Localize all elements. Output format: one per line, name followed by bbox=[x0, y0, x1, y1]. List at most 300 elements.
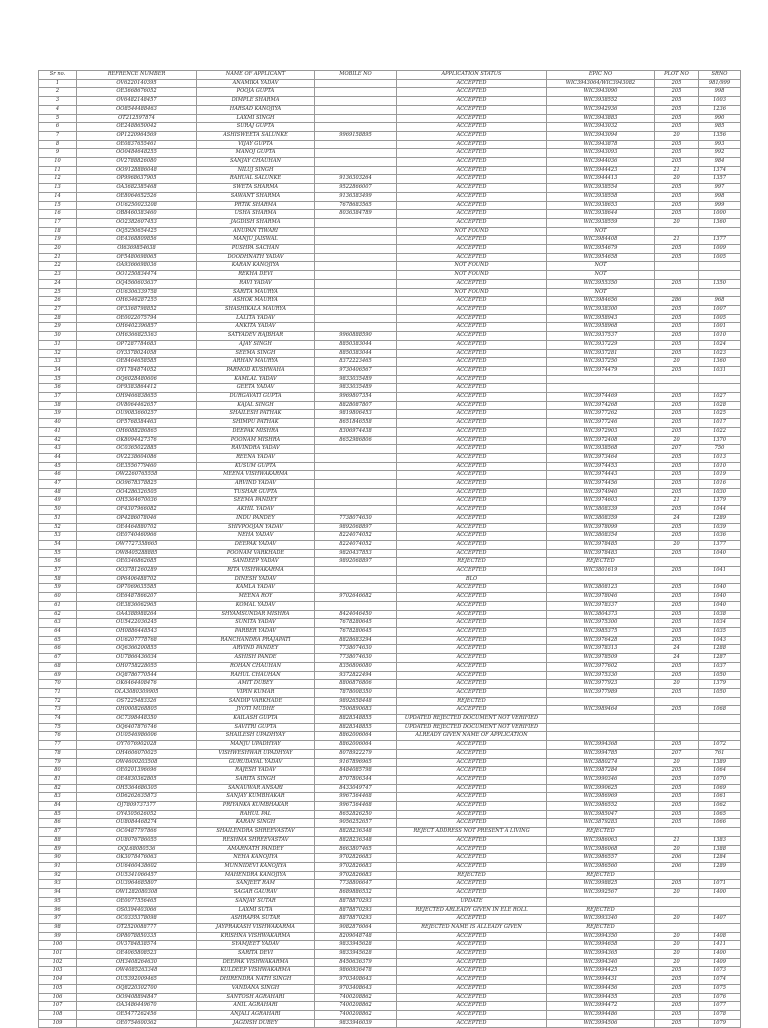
mobile-number-cell: 9892658448 bbox=[315, 697, 397, 706]
serial-number-cell: 11 bbox=[39, 166, 77, 175]
plot-number-cell: 205 bbox=[655, 610, 699, 619]
reference-number-cell: OE4368809856 bbox=[77, 236, 197, 245]
reference-number-cell: OH6088286865 bbox=[77, 427, 197, 436]
reference-number-cell: OS0394403066 bbox=[77, 906, 197, 915]
serial-number-cell: 8 bbox=[39, 140, 77, 149]
table-row bbox=[39, 314, 741, 323]
reference-number-cell: OF5480698065 bbox=[77, 253, 197, 262]
reference-number-cell: OF9383864412 bbox=[77, 384, 197, 393]
applicant-name-cell: DEEPAK MISHRA bbox=[197, 427, 315, 436]
serial-no-cell: 1356 bbox=[699, 131, 741, 140]
plot-number-cell: 20 bbox=[655, 358, 699, 367]
application-status-cell: ACCEPTED bbox=[397, 628, 547, 637]
serial-no-cell: 1034 bbox=[699, 619, 741, 628]
plot-number-cell: 205 bbox=[655, 253, 699, 262]
epic-number-cell: WIC3808123 bbox=[547, 584, 655, 593]
mobile-number-cell bbox=[315, 480, 397, 489]
mobile-number-cell bbox=[315, 236, 397, 245]
table-row bbox=[39, 889, 741, 898]
mobile-number-cell: 9136383499 bbox=[315, 192, 397, 201]
plot-number-cell: 205 bbox=[655, 340, 699, 349]
applicant-name-cell: SEEMA PANDEY bbox=[197, 497, 315, 506]
application-status-cell: ACCEPTED bbox=[397, 323, 547, 332]
applicant-name-cell: GEETA YADAV bbox=[197, 384, 315, 393]
application-status-cell: BLO bbox=[397, 575, 547, 584]
serial-no-cell: 1037 bbox=[699, 662, 741, 671]
epic-number-cell: WIC3974940 bbox=[547, 488, 655, 497]
serial-number-cell: 43 bbox=[39, 445, 77, 454]
epic-number-cell bbox=[547, 897, 655, 906]
table-row bbox=[39, 245, 741, 254]
reference-number-cell: OO9678378825 bbox=[77, 480, 197, 489]
application-status-cell: UPDATED REJECTED DOCUMENT NOT VERIFIED bbox=[397, 723, 547, 732]
mobile-number-cell: 8878870293 bbox=[315, 897, 397, 906]
plot-number-cell: 205 bbox=[655, 741, 699, 750]
application-status-cell: ACCEPTED bbox=[397, 393, 547, 402]
applicant-name-cell: SARITA SINGH bbox=[197, 775, 315, 784]
table-row bbox=[39, 393, 741, 402]
applicant-name-cell: SARITA MAURYA bbox=[197, 288, 315, 297]
mobile-number-cell: 9820437853 bbox=[315, 549, 397, 558]
table-row bbox=[39, 654, 741, 663]
table-row bbox=[39, 323, 741, 332]
plot-number-cell: 207 bbox=[655, 749, 699, 758]
table-header-row bbox=[39, 71, 741, 80]
reference-number-cell: OP4286078046 bbox=[77, 514, 197, 523]
application-status-cell: ACCEPTED bbox=[397, 419, 547, 428]
reference-number-cell: OE8464658585 bbox=[77, 358, 197, 367]
application-status-cell: ACCEPTED bbox=[397, 158, 547, 167]
serial-no-cell bbox=[699, 575, 741, 584]
plot-number-cell bbox=[655, 575, 699, 584]
serial-no-cell: 1400 bbox=[699, 950, 741, 959]
application-status-cell: UPDATE bbox=[397, 897, 547, 906]
applicant-name-cell: SANJAY KUMBHAKAR bbox=[197, 793, 315, 802]
plot-number-cell: 205 bbox=[655, 114, 699, 123]
plot-number-cell: 205 bbox=[655, 784, 699, 793]
application-status-cell: ACCEPTED bbox=[397, 210, 547, 219]
reference-number-cell: OE3668676052 bbox=[77, 88, 197, 97]
plot-number-cell: 205 bbox=[655, 427, 699, 436]
application-status-cell: ACCEPTED bbox=[397, 427, 547, 436]
reference-number-cell: OV6482148457 bbox=[77, 97, 197, 106]
reference-number-cell: OC0487797866 bbox=[77, 828, 197, 837]
reference-number-cell: OP8078850335 bbox=[77, 932, 197, 941]
epic-number-cell: WIC3986068 bbox=[547, 845, 655, 854]
epic-number-cell: WIC3993340 bbox=[547, 915, 655, 924]
reference-number-cell: OU5392009465 bbox=[77, 976, 197, 985]
epic-number-cell: WIC3801619 bbox=[547, 567, 655, 576]
serial-number-cell: 25 bbox=[39, 288, 77, 297]
table-row bbox=[39, 749, 741, 758]
applicant-name-cell: MANJU UPADHYAY bbox=[197, 741, 315, 750]
reference-number-cell: OY4305626052 bbox=[77, 810, 197, 819]
table-row bbox=[39, 628, 741, 637]
plot-number-cell: 24 bbox=[655, 514, 699, 523]
epic-number-cell bbox=[547, 697, 655, 706]
serial-number-cell: 12 bbox=[39, 175, 77, 184]
application-status-cell: ACCEPTED bbox=[397, 366, 547, 375]
plot-number-cell bbox=[655, 871, 699, 880]
epic-number-cell: WIC3879283 bbox=[547, 819, 655, 828]
application-status-cell: ACCEPTED bbox=[397, 1010, 547, 1019]
table-row bbox=[39, 497, 741, 506]
plot-number-cell: 205 bbox=[655, 628, 699, 637]
epic-number-cell: WIC3974479 bbox=[547, 366, 655, 375]
plot-number-cell: 20 bbox=[655, 175, 699, 184]
epic-number-cell: WIC3978046 bbox=[547, 593, 655, 602]
application-status-cell: ACCEPTED bbox=[397, 793, 547, 802]
reference-number-cell: OH3408264630 bbox=[77, 958, 197, 967]
plot-number-cell: 205 bbox=[655, 488, 699, 497]
applicant-name-cell: SAGAR GAURAV bbox=[197, 889, 315, 898]
plot-number-cell: 205 bbox=[655, 506, 699, 515]
serial-no-cell: 1377 bbox=[699, 236, 741, 245]
reference-number-cell: OLA3080309905 bbox=[77, 688, 197, 697]
reference-number-cell: OC7398448350 bbox=[77, 715, 197, 724]
epic-number-cell: WIC3974603 bbox=[547, 497, 655, 506]
reference-number-cell: OY7076902028 bbox=[77, 741, 197, 750]
serial-number-cell: 3 bbox=[39, 97, 77, 106]
mobile-number-cell: 9969158895 bbox=[315, 131, 397, 140]
application-status-cell: ACCEPTED bbox=[397, 680, 547, 689]
table-row bbox=[39, 523, 741, 532]
epic-number-cell bbox=[547, 575, 655, 584]
plot-number-cell bbox=[655, 262, 699, 271]
plot-number-cell: 205 bbox=[655, 523, 699, 532]
plot-number-cell: 205 bbox=[655, 105, 699, 114]
serial-no-cell bbox=[699, 715, 741, 724]
reference-number-cell: OO1250834474 bbox=[77, 271, 197, 280]
table-row bbox=[39, 166, 741, 175]
epic-number-cell: WIC3978485 bbox=[547, 540, 655, 549]
applicant-name-cell: MANOJ GUPTA bbox=[197, 149, 315, 158]
applicant-name-cell: RANCHANDRA PRAJAPATI bbox=[197, 636, 315, 645]
applicant-name-cell: ANKITA YADAV bbox=[197, 323, 315, 332]
mobile-number-cell: 9702646682 bbox=[315, 593, 397, 602]
reference-number-cell: OE8064652526 bbox=[77, 192, 197, 201]
serial-number-cell: 28 bbox=[39, 314, 77, 323]
applicant-name-cell: KRISHNA VISHWAKARMA bbox=[197, 932, 315, 941]
applicant-name-cell: MEENA ROY bbox=[197, 593, 315, 602]
reference-number-cell: OY3378024058 bbox=[77, 349, 197, 358]
epic-number-cell: WIC3986557 bbox=[547, 854, 655, 863]
table-row bbox=[39, 332, 741, 341]
plot-number-cell bbox=[655, 828, 699, 837]
reference-number-cell: OO9128886048 bbox=[77, 166, 197, 175]
serial-number-cell: 10 bbox=[39, 158, 77, 167]
serial-number-cell: 37 bbox=[39, 393, 77, 402]
plot-number-cell: 205 bbox=[655, 671, 699, 680]
application-status-cell: ACCEPTED bbox=[397, 984, 547, 993]
epic-number-cell: WIC3984408 bbox=[547, 236, 655, 245]
plot-number-cell: 205 bbox=[655, 245, 699, 254]
epic-number-cell: WIC3958943 bbox=[547, 314, 655, 323]
reference-number-cell: OH4606070025 bbox=[77, 749, 197, 758]
mobile-number-cell: 9833945628 bbox=[315, 950, 397, 959]
table-row bbox=[39, 1002, 741, 1011]
epic-number-cell bbox=[547, 732, 655, 741]
table-row bbox=[39, 471, 741, 480]
table-row bbox=[39, 784, 741, 793]
serial-no-cell bbox=[699, 828, 741, 837]
plot-number-cell: 205 bbox=[655, 419, 699, 428]
mobile-number-cell: 8828236348 bbox=[315, 828, 397, 837]
plot-number-cell: 205 bbox=[655, 775, 699, 784]
reference-number-cell: OE0346862685 bbox=[77, 558, 197, 567]
serial-number-cell: 89 bbox=[39, 845, 77, 854]
serial-no-cell: 1065 bbox=[699, 810, 741, 819]
epic-number-cell: WIC3937250 bbox=[547, 358, 655, 367]
epic-number-cell: WIC3998825 bbox=[547, 880, 655, 889]
table-row bbox=[39, 210, 741, 219]
application-status-cell: ACCEPTED bbox=[397, 79, 547, 88]
application-status-cell: ACCEPTED bbox=[397, 645, 547, 654]
serial-no-cell: 993 bbox=[699, 140, 741, 149]
serial-number-cell: 74 bbox=[39, 715, 77, 724]
epic-number-cell: WIC3943094 bbox=[547, 131, 655, 140]
epic-number-cell: WIC3977989 bbox=[547, 688, 655, 697]
applicant-name-cell: KARAN KANOJIYA bbox=[197, 262, 315, 271]
mobile-number-cell bbox=[315, 305, 397, 314]
reference-number-cell: OQ6407876746 bbox=[77, 723, 197, 732]
epic-number-cell: WIC3994658 bbox=[547, 941, 655, 950]
mobile-number-cell: 9969807354 bbox=[315, 393, 397, 402]
epic-number-cell: WIC3986969 bbox=[547, 793, 655, 802]
application-status-cell: ACCEPTED bbox=[397, 279, 547, 288]
mobile-number-cell bbox=[315, 158, 397, 167]
applicant-name-cell: ANIL AGRAHARI bbox=[197, 1002, 315, 1011]
serial-number-cell: 50 bbox=[39, 506, 77, 515]
applicant-name-cell: KULDEEP VISHWAKARMA bbox=[197, 967, 315, 976]
mobile-number-cell: 9860936478 bbox=[315, 967, 397, 976]
reference-number-cell: OW8405288885 bbox=[77, 549, 197, 558]
serial-number-cell: 26 bbox=[39, 297, 77, 306]
plot-number-cell bbox=[655, 227, 699, 236]
mobile-number-cell bbox=[315, 488, 397, 497]
table-row bbox=[39, 358, 741, 367]
application-status-cell: NOT FOUND bbox=[397, 227, 547, 236]
serial-no-cell: 1360 bbox=[699, 358, 741, 367]
serial-no-cell bbox=[699, 732, 741, 741]
applicant-name-cell: KAMLA YADAV bbox=[197, 584, 315, 593]
applicant-name-cell: VISHWESHWAR UPADHYAY bbox=[197, 749, 315, 758]
serial-number-cell: 79 bbox=[39, 758, 77, 767]
applicant-name-cell: POONAM MISHRA bbox=[197, 436, 315, 445]
mobile-number-cell bbox=[315, 140, 397, 149]
epic-number-cell: WIC3938554 bbox=[547, 184, 655, 193]
serial-number-cell: 47 bbox=[39, 480, 77, 489]
plot-number-cell: 205 bbox=[655, 314, 699, 323]
serial-no-cell: 1041 bbox=[699, 567, 741, 576]
reference-number-cell: OP9968637905 bbox=[77, 175, 197, 184]
mobile-number-cell bbox=[315, 218, 397, 227]
plot-number-cell: 205 bbox=[655, 532, 699, 541]
reference-number-cell: OP1220964569 bbox=[77, 131, 197, 140]
reference-number-cell: OO4286326505 bbox=[77, 488, 197, 497]
plot-number-cell bbox=[655, 288, 699, 297]
mobile-number-cell bbox=[315, 245, 397, 254]
mobile-number-cell: 7878008350 bbox=[315, 688, 397, 697]
epic-number-cell: WIC3990625 bbox=[547, 784, 655, 793]
applicant-name-cell: SARITA DEVI bbox=[197, 950, 315, 959]
mobile-number-cell bbox=[315, 271, 397, 280]
serial-no-cell: 1050 bbox=[699, 688, 741, 697]
table-row bbox=[39, 819, 741, 828]
plot-number-cell: 205 bbox=[655, 819, 699, 828]
reference-number-cell: OV3784838574 bbox=[77, 941, 197, 950]
mobile-number-cell: 8689886532 bbox=[315, 889, 397, 898]
plot-number-cell: 21 bbox=[655, 836, 699, 845]
applicant-name-cell: SURAJ GUPTA bbox=[197, 123, 315, 132]
application-status-cell: ACCEPTED bbox=[397, 358, 547, 367]
mobile-number-cell: 9960888590 bbox=[315, 332, 397, 341]
epic-number-cell: WIC3977602 bbox=[547, 662, 655, 671]
serial-no-cell: 1038 bbox=[699, 610, 741, 619]
reference-number-cell: OU8084468274 bbox=[77, 819, 197, 828]
application-status-cell: ACCEPTED bbox=[397, 453, 547, 462]
application-status-cell: ACCEPTED bbox=[397, 236, 547, 245]
epic-number-cell: WIC3978509 bbox=[547, 654, 655, 663]
mobile-number-cell bbox=[315, 149, 397, 158]
table-row bbox=[39, 645, 741, 654]
epic-number-cell bbox=[547, 375, 655, 384]
table-row bbox=[39, 584, 741, 593]
epic-number-cell: WIC3985375 bbox=[547, 628, 655, 637]
mobile-number-cell bbox=[315, 584, 397, 593]
serial-number-cell: 39 bbox=[39, 410, 77, 419]
reference-number-cell: OE0201396696 bbox=[77, 767, 197, 776]
epic-number-cell: WIC3972408 bbox=[547, 436, 655, 445]
applicant-name-cell: JAGDISH SHARMA bbox=[197, 218, 315, 227]
mobile-number-cell: 8209048748 bbox=[315, 932, 397, 941]
table-row bbox=[39, 227, 741, 236]
serial-number-cell: 92 bbox=[39, 871, 77, 880]
epic-number-cell: WIC3986552 bbox=[547, 802, 655, 811]
reference-number-cell: OU6460438602 bbox=[77, 862, 197, 871]
reference-number-cell: OV2238604086 bbox=[77, 453, 197, 462]
serial-no-cell: 1022 bbox=[699, 427, 741, 436]
applicant-name-cell: MANJU JAISWAL bbox=[197, 236, 315, 245]
epic-number-cell: WIC3938558 bbox=[547, 192, 655, 201]
table-row bbox=[39, 958, 741, 967]
serial-no-cell: 1069 bbox=[699, 784, 741, 793]
applicant-name-cell: NEHA KANOJIYA bbox=[197, 854, 315, 863]
serial-no-cell: 1407 bbox=[699, 915, 741, 924]
epic-number-cell: REJECTED bbox=[547, 828, 655, 837]
serial-number-cell: 95 bbox=[39, 897, 77, 906]
serial-no-cell: 1007 bbox=[699, 305, 741, 314]
mobile-number-cell bbox=[315, 453, 397, 462]
reference-number-cell: OH6366825363 bbox=[77, 332, 197, 341]
epic-number-cell bbox=[547, 715, 655, 724]
serial-number-cell: 96 bbox=[39, 906, 77, 915]
applicant-name-cell: SHAILENDRA SHREEVASTAV bbox=[197, 828, 315, 837]
plot-number-cell: 205 bbox=[655, 393, 699, 402]
serial-number-cell: 19 bbox=[39, 236, 77, 245]
plot-number-cell bbox=[655, 897, 699, 906]
plot-number-cell: 20 bbox=[655, 218, 699, 227]
reference-number-cell: OV6220140395 bbox=[77, 79, 197, 88]
applicant-name-cell: SANAUWAR ANSARI bbox=[197, 784, 315, 793]
applicant-name-cell: SANJEET RAM bbox=[197, 880, 315, 889]
mobile-number-cell: 8652986806 bbox=[315, 436, 397, 445]
epic-number-cell: WIC3994785 bbox=[547, 749, 655, 758]
epic-number-cell: WIC3808339 bbox=[547, 506, 655, 515]
epic-number-cell bbox=[547, 723, 655, 732]
serial-no-cell: 999 bbox=[699, 201, 741, 210]
serial-number-cell: 85 bbox=[39, 810, 77, 819]
epic-number-cell: WIC3992567 bbox=[547, 889, 655, 898]
serial-number-cell: 9 bbox=[39, 149, 77, 158]
serial-number-cell: 63 bbox=[39, 619, 77, 628]
reference-number-cell: OW1282080308 bbox=[77, 889, 197, 898]
serial-number-cell: 100 bbox=[39, 941, 77, 950]
applicant-name-cell: RAHUL CHAUHAN bbox=[197, 671, 315, 680]
reference-number-cell: OQL68080536 bbox=[77, 845, 197, 854]
epic-number-cell: WIC3994368 bbox=[547, 741, 655, 750]
application-status-cell: ACCEPTED bbox=[397, 488, 547, 497]
epic-number-cell: WIC3972903 bbox=[547, 427, 655, 436]
application-status-cell: ACCEPTED bbox=[397, 1002, 547, 1011]
plot-number-cell: 205 bbox=[655, 1002, 699, 1011]
applicant-name-cell: SHAILESH UPADHYAY bbox=[197, 732, 315, 741]
serial-no-cell: 1073 bbox=[699, 967, 741, 976]
application-status-cell: ACCEPTED bbox=[397, 688, 547, 697]
serial-number-cell: 90 bbox=[39, 854, 77, 863]
table-row bbox=[39, 880, 741, 889]
application-status-cell: ACCEPTED bbox=[397, 523, 547, 532]
reference-number-cell: OH5364670036 bbox=[77, 497, 197, 506]
serial-no-cell: 1009 bbox=[699, 245, 741, 254]
applicant-name-cell: TUSHAR GUPTA bbox=[197, 488, 315, 497]
serial-number-cell: 86 bbox=[39, 819, 77, 828]
epic-number-cell: WIC3808354 bbox=[547, 532, 655, 541]
reference-number-cell: OS7225483326 bbox=[77, 697, 197, 706]
table-row bbox=[39, 715, 741, 724]
serial-number-cell: 66 bbox=[39, 645, 77, 654]
reference-number-cell: OU6250023208 bbox=[77, 201, 197, 210]
reference-number-cell: OH5364686305 bbox=[77, 784, 197, 793]
serial-no-cell: 1389 bbox=[699, 758, 741, 767]
applicant-name-cell: SHASHIKALA MAURYA bbox=[197, 305, 315, 314]
serial-number-cell: 35 bbox=[39, 375, 77, 384]
mobile-number-cell: 7400208862 bbox=[315, 993, 397, 1002]
column-header-reference-number: REFRENCE NUMBER bbox=[77, 71, 197, 80]
serial-no-cell: 981/999 bbox=[699, 79, 741, 88]
applicant-name-cell: REKHA DEVI bbox=[197, 271, 315, 280]
serial-no-cell: 1079 bbox=[699, 1019, 741, 1028]
applicant-name-cell: USHA SHARMA bbox=[197, 210, 315, 219]
mobile-number-cell bbox=[315, 462, 397, 471]
mobile-number-cell: 8036384789 bbox=[315, 210, 397, 219]
serial-number-cell: 76 bbox=[39, 732, 77, 741]
reference-number-cell: OF5768384463 bbox=[77, 419, 197, 428]
application-status-cell: ACCEPTED bbox=[397, 784, 547, 793]
application-status-cell: ACCEPTED bbox=[397, 749, 547, 758]
epic-number-cell: REJECTED bbox=[547, 871, 655, 880]
applicant-name-cell: RAHUAL SALUNKE bbox=[197, 175, 315, 184]
application-status-cell: ACCEPTED bbox=[397, 775, 547, 784]
application-status-cell: ACCEPTED bbox=[397, 297, 547, 306]
column-header-epic-number: EPIC NO bbox=[547, 71, 655, 80]
applicant-name-cell: AJAY SINGH bbox=[197, 340, 315, 349]
reference-number-cell: OP6406488702 bbox=[77, 575, 197, 584]
serial-number-cell: 62 bbox=[39, 610, 77, 619]
table-row bbox=[39, 297, 741, 306]
serial-no-cell: 1040 bbox=[699, 549, 741, 558]
applicant-name-cell: HARSAD KANOJIYA bbox=[197, 105, 315, 114]
